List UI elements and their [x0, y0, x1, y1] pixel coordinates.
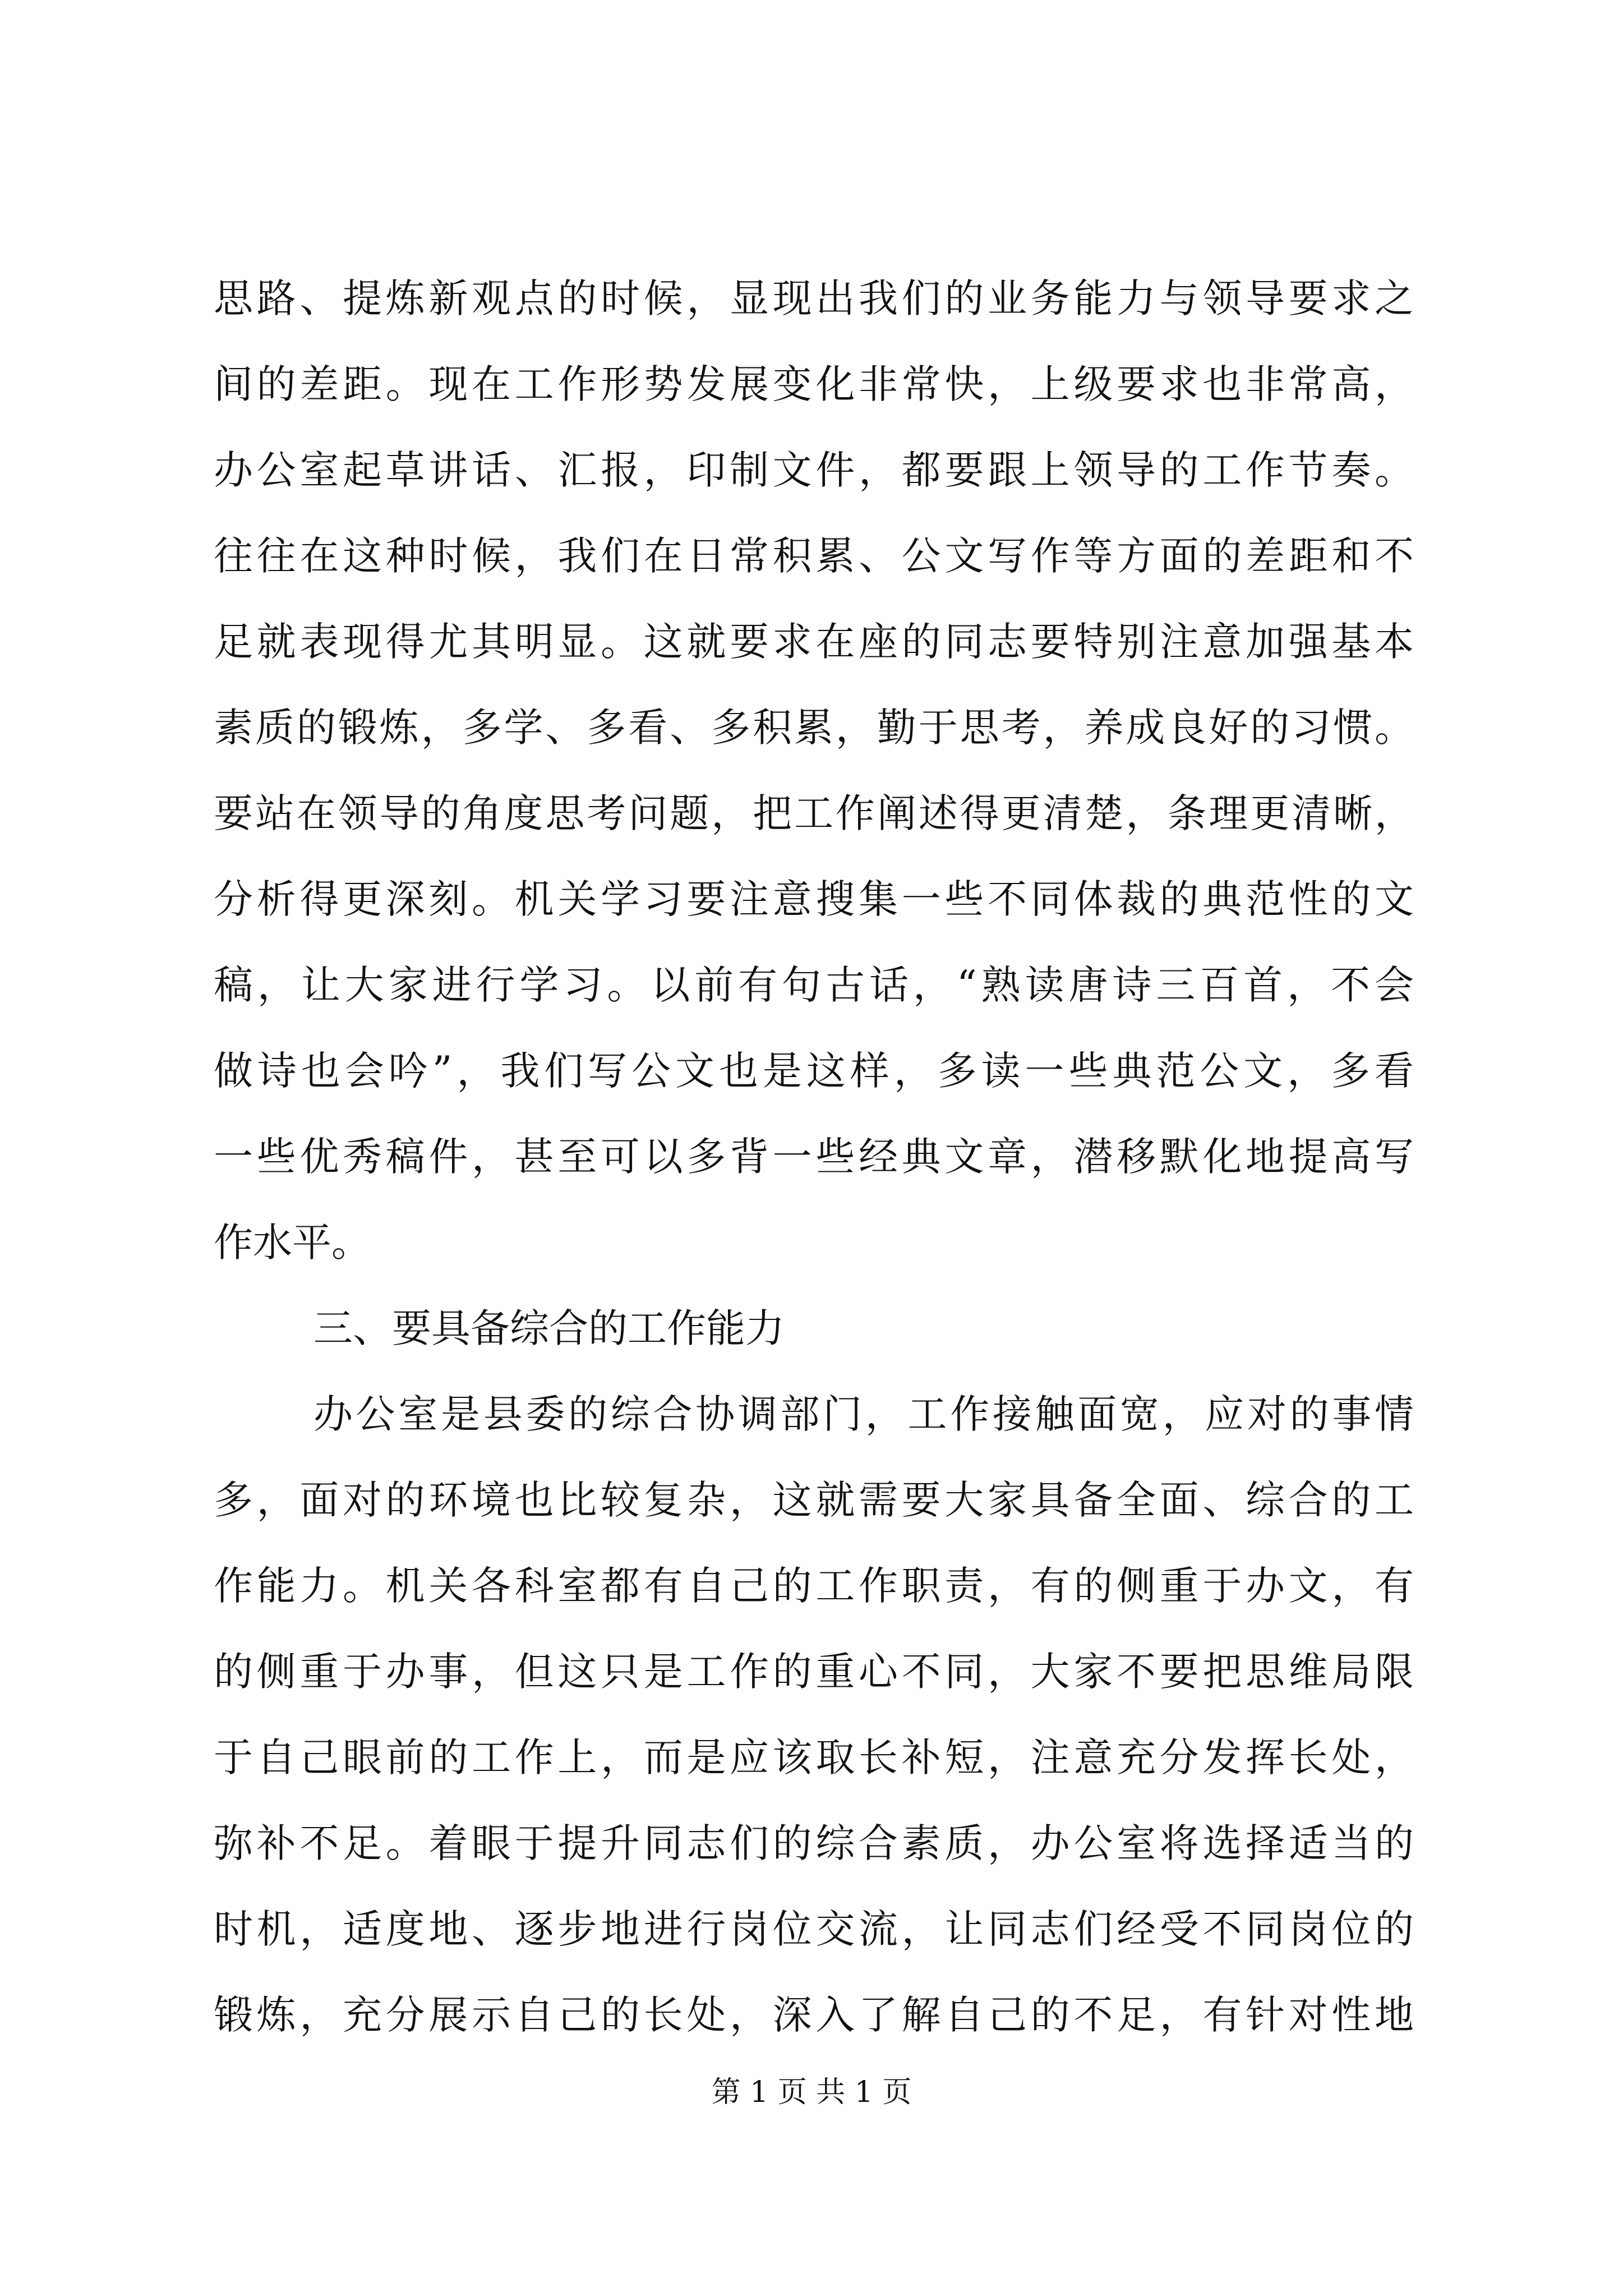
paragraph-line: 作能力。机关各科室都有自己的工作职责，有的侧重于办文，有	[214, 1563, 1414, 1609]
paragraph-line: 时机，适度地、逐步地进行岗位交流，让同志们经受不同岗位的	[214, 1906, 1414, 1952]
paragraph-line: 作水平。	[214, 1220, 371, 1266]
paragraph-line: 分析得更深刻。机关学习要注意搜集一些不同体裁的典范性的文	[214, 876, 1414, 922]
paragraph-line: 锻炼，充分展示自己的长处，深入了解自己的不足，有针对性地	[214, 1992, 1414, 2038]
paragraph-line: 思路、提炼新观点的时候，显现出我们的业务能力与领导要求之	[214, 275, 1414, 321]
paragraph-line: 往往在这种时候，我们在日常积累、公文写作等方面的差距和不	[214, 533, 1414, 579]
paragraph-line: 足就表现得尤其明显。这就要求在座的同志要特别注意加强基本	[214, 619, 1414, 665]
paragraph-line: 办公室起草讲话、汇报，印制文件，都要跟上领导的工作节奏。	[214, 447, 1414, 493]
paragraph-line: 于自己眼前的工作上，而是应该取长补短，注意充分发挥长处，	[214, 1734, 1414, 1780]
paragraph-line: 间的差距。现在工作形势发展变化非常快，上级要求也非常高，	[214, 361, 1414, 407]
paragraph-line: 弥补不足。着眼于提升同志们的综合素质，办公室将选择适当的	[214, 1820, 1414, 1866]
paragraph-line: 办公室是县委的综合协调部门，工作接触面宽，应对的事情	[313, 1391, 1414, 1437]
paragraph-line: 做诗也会吟”，我们写公文也是这样，多读一些典范公文，多看	[214, 1048, 1414, 1094]
paragraph-line: 多，面对的环境也比较复杂，这就需要大家具备全面、综合的工	[214, 1477, 1414, 1523]
paragraph-line: 素质的锻炼，多学、多看、多积累，勤于思考，养成良好的习惯。	[214, 705, 1414, 751]
section-heading: 三、要具备综合的工作能力	[313, 1305, 785, 1351]
body-text	[214, 256, 1414, 2058]
paragraph-line: 要站在领导的角度思考问题，把工作阐述得更清楚，条理更清晰，	[214, 790, 1414, 836]
paragraph-line: 一些优秀稿件，甚至可以多背一些经典文章，潜移默化地提高写	[214, 1134, 1414, 1180]
paragraph-line: 稿，让大家进行学习。以前有句古话，“熟读唐诗三百首，不会	[214, 962, 1414, 1008]
page-number-footer: 第 1 页 共 1 页	[711, 2076, 912, 2109]
paragraph-line: 的侧重于办事，但这只是工作的重心不同，大家不要把思维局限	[214, 1649, 1414, 1695]
